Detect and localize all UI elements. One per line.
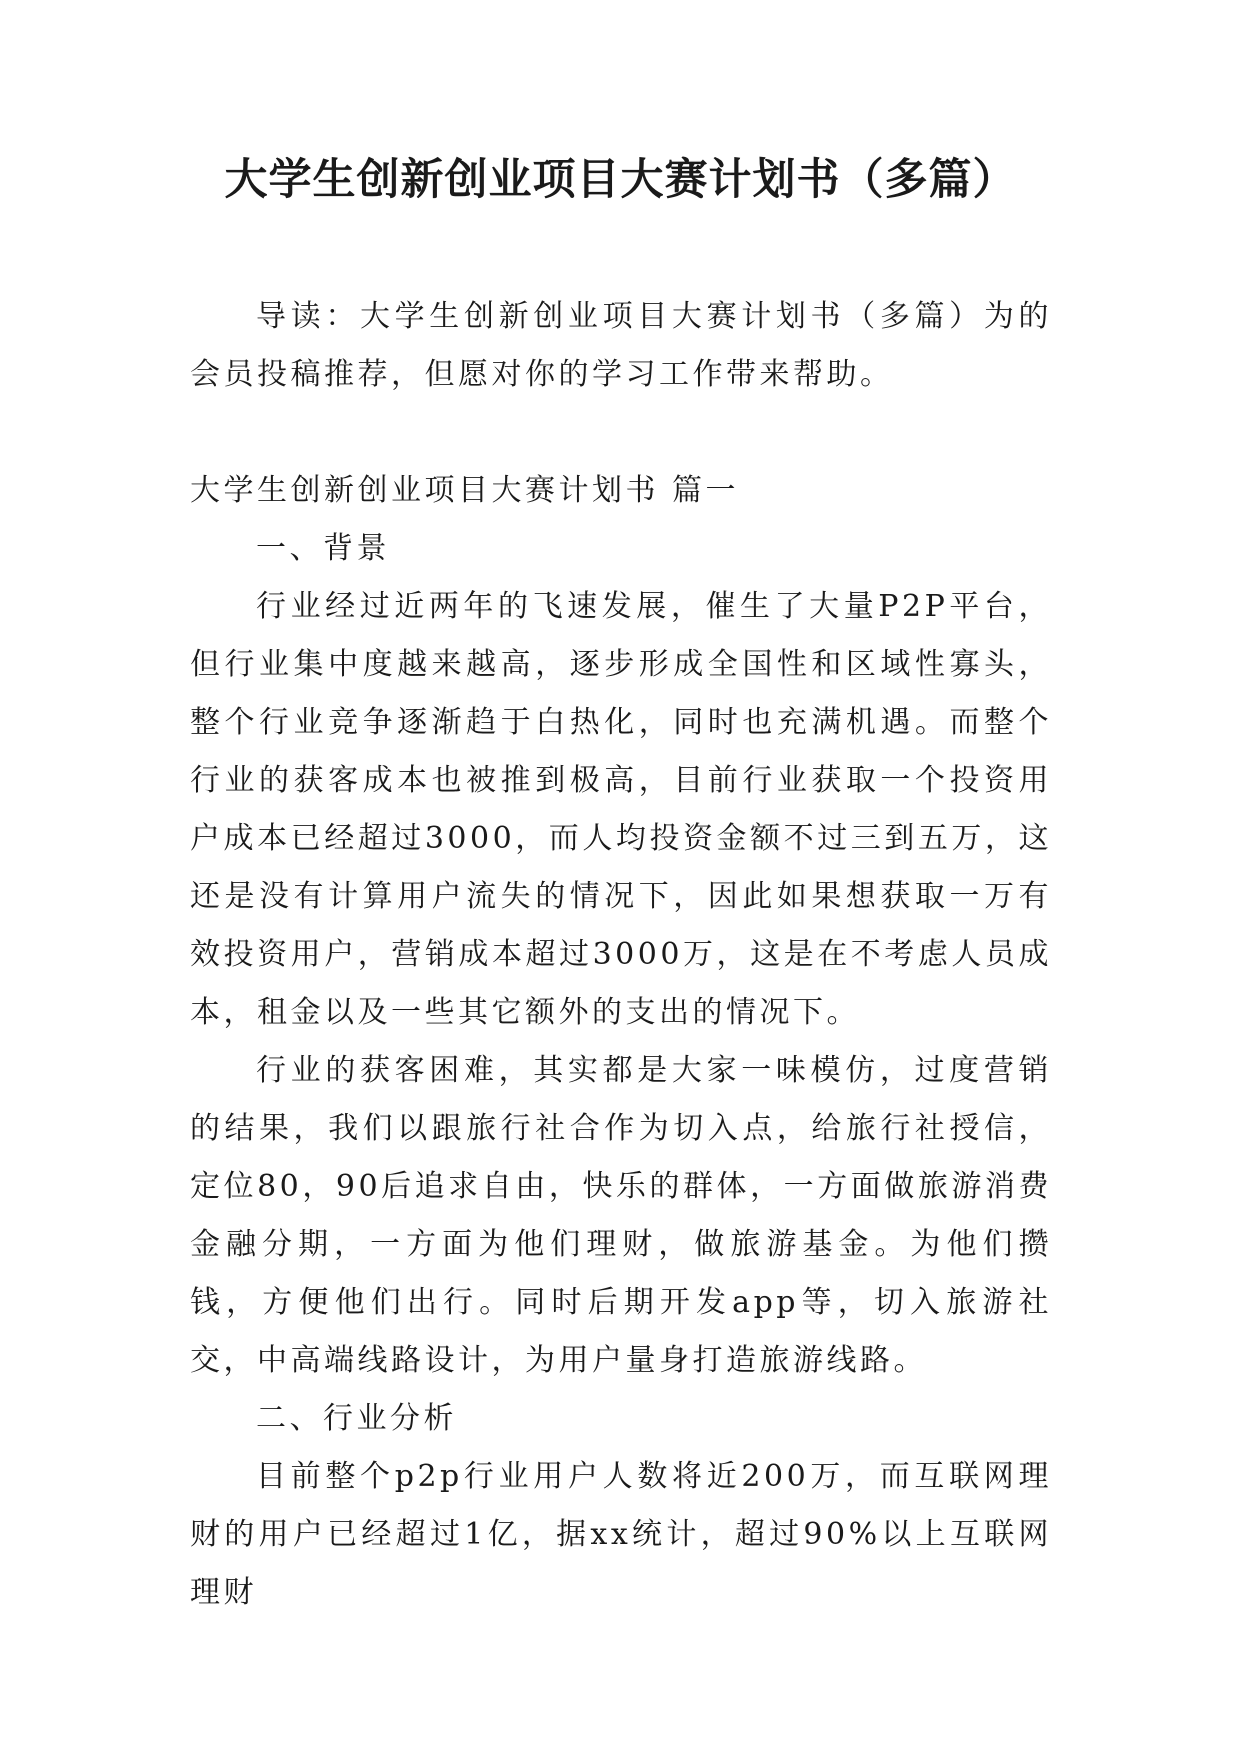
- paragraph-industry-analysis: 目前整个p2p行业用户人数将近200万，而互联网理财的用户已经超过1亿，据xx统计，超过90%以上互联网理财: [190, 1459, 1052, 1610]
- section-heading: 大学生创新创业项目大赛计划书 篇一: [190, 473, 740, 508]
- document-title: 大学生创新创业项目大赛计划书（多篇）: [224, 155, 1017, 205]
- paragraph-strategy: 行业的获客困难，其实都是大家一味模仿，过度营销的结果，我们以跟旅行社合作为切入点，给旅行社授信，定位80，90后追求自由，快乐的群体，一方面做旅游消费金融分期，一方面为他们理财，做旅游基金。为他们攒钱，方便他们出行。同时后期开发app等，切入旅游社交，中高端线路设计，为用户量身打造旅游线路。: [190, 1053, 1052, 1378]
- intro-paragraph: 导读：大学生创新创业项目大赛计划书（多篇）为的会员投稿推荐，但愿对你的学习工作带来帮助。: [190, 299, 1052, 392]
- heading-background: 一、背景: [256, 531, 390, 566]
- document-body: [190, 288, 1052, 1622]
- heading-industry-analysis: 二、行业分析: [256, 1401, 457, 1436]
- paragraph-background: 行业经过近两年的飞速发展，催生了大量P2P平台，但行业集中度越来越高，逐步形成全国性和区域性寡头，整个行业竞争逐渐趋于白热化，同时也充满机遇。而整个行业的获客成本也被推到极高，目前行业获取一个投资用户成本已经超过3000，而人均投资金额不过三到五万，这还是没有计算用户流失的情况下，因此如果想获取一万有效投资用户，营销成本超过3000万，这是在不考虑人员成本，租金以及一些其它额外的支出的情况下。: [190, 589, 1052, 1030]
- spacer: [190, 404, 1052, 462]
